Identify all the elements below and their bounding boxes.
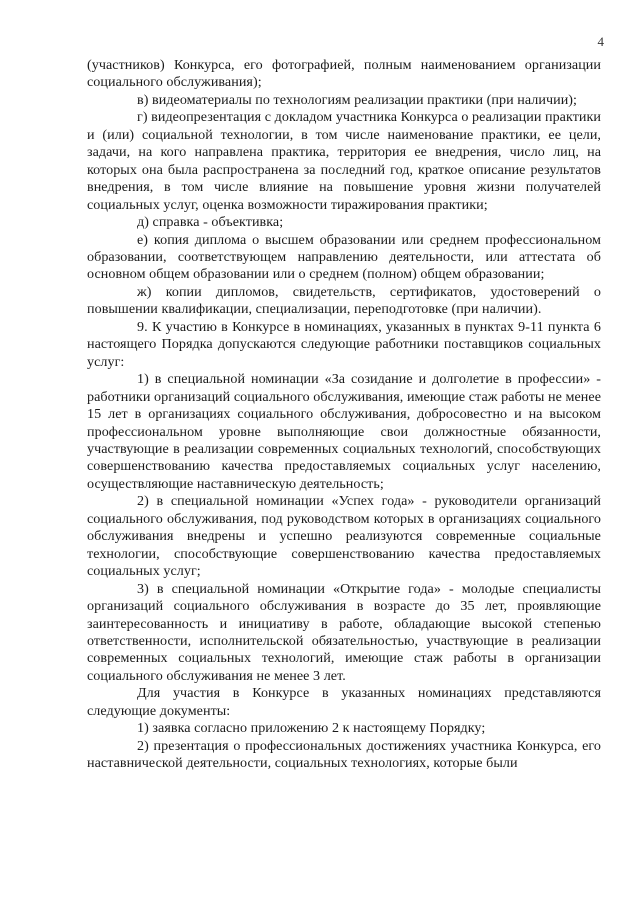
- paragraph-document-1: 1) заявка согласно приложению 2 к настоящему Порядку;: [137, 720, 486, 737]
- paragraph-nomination-1: 1) в специальной номинации «За созидание и долголетие в профессии» - работники организаций социального обслуживания, имеющие стаж работы не менее 15 лет в организациях социального обслуживания, добросовестно и на высоком профессиональном уровне выполняющие свои должностные обязанности, участвующие в реализации современных социальных технологий, способствующих совершенствованию качества предоставляемых социальных услуг населению, осуществляющие наставническую деятельность;: [87, 371, 601, 492]
- paragraph-item-g: г) видеопрезентация с докладом участника Конкурса о реализации практики и (или) социальной технологии, в том числе наименование практики, ее цели, задачи, на кого направлена практика, территория ее внедрения, число лиц, на которых она была распространена за последний год, краткое описание результатов внедрения, в том числе влияние на повышение уровня жизни получателей социальных услуг, оценка возможности тиражирования практики;: [87, 109, 601, 213]
- paragraph-section-9: 9. К участию в Конкурсе в номинациях, указанных в пунктах 9-11 пункта 6 настоящего Порядка допускаются следующие работники поставщиков социальных услуг:: [87, 318, 601, 370]
- paragraph-documents-intro: Для участия в Конкурсе в указанных номинациях представляются следующие документы:: [87, 685, 601, 719]
- paragraph-document-2: 2) презентация о профессиональных достижениях участника Конкурса, его наставнической деятельности, социальных технологиях, которые были: [87, 737, 601, 772]
- page-number: 4: [597, 34, 604, 49]
- paragraph-item-d: д) справка - объективка;: [137, 214, 284, 231]
- paragraph-nomination-3: 3) в специальной номинации «Открытие года» - молодые специалисты организаций социального обслуживания в возрасте до 35 лет, проявляющие заинтересованность и инициативу в работе, обладающие высокой степенью ответственности, исполнительской обязательностью, участвующие в реализации современных социальных технологий, имеющие стаж работы в организации социального обслуживания не менее 3 лет.: [87, 580, 601, 684]
- paragraph-item-zh: ж) копии дипломов, свидетельств, сертификатов, удостоверений о повышении квалификации, специализации, переподготовке (при наличии).: [87, 283, 601, 318]
- document-body: [87, 57, 601, 773]
- paragraph-nomination-2: 2) в специальной номинации «Успех года» - руководители организаций социального обслуживания, под руководством которых в организациях социального обслуживания внедрены и успешно реализуются современные социальные технологии, способствующие совершенствованию качества предоставляемых социальных услуг;: [87, 493, 601, 580]
- paragraph-item-v: в) видеоматериалы по технологиям реализации практики (при наличии);: [137, 91, 578, 108]
- paragraph-continuation: (участников) Конкурса, его фотографией, полным наименованием организации социального обслуживания);: [87, 57, 601, 91]
- paragraph-item-e: е) копия диплома о высшем образовании или среднем профессиональном образовании, соответствующем направлению деятельности, или аттестата об основном общем образовании или о среднем (полном) общем образовании;: [87, 231, 601, 283]
